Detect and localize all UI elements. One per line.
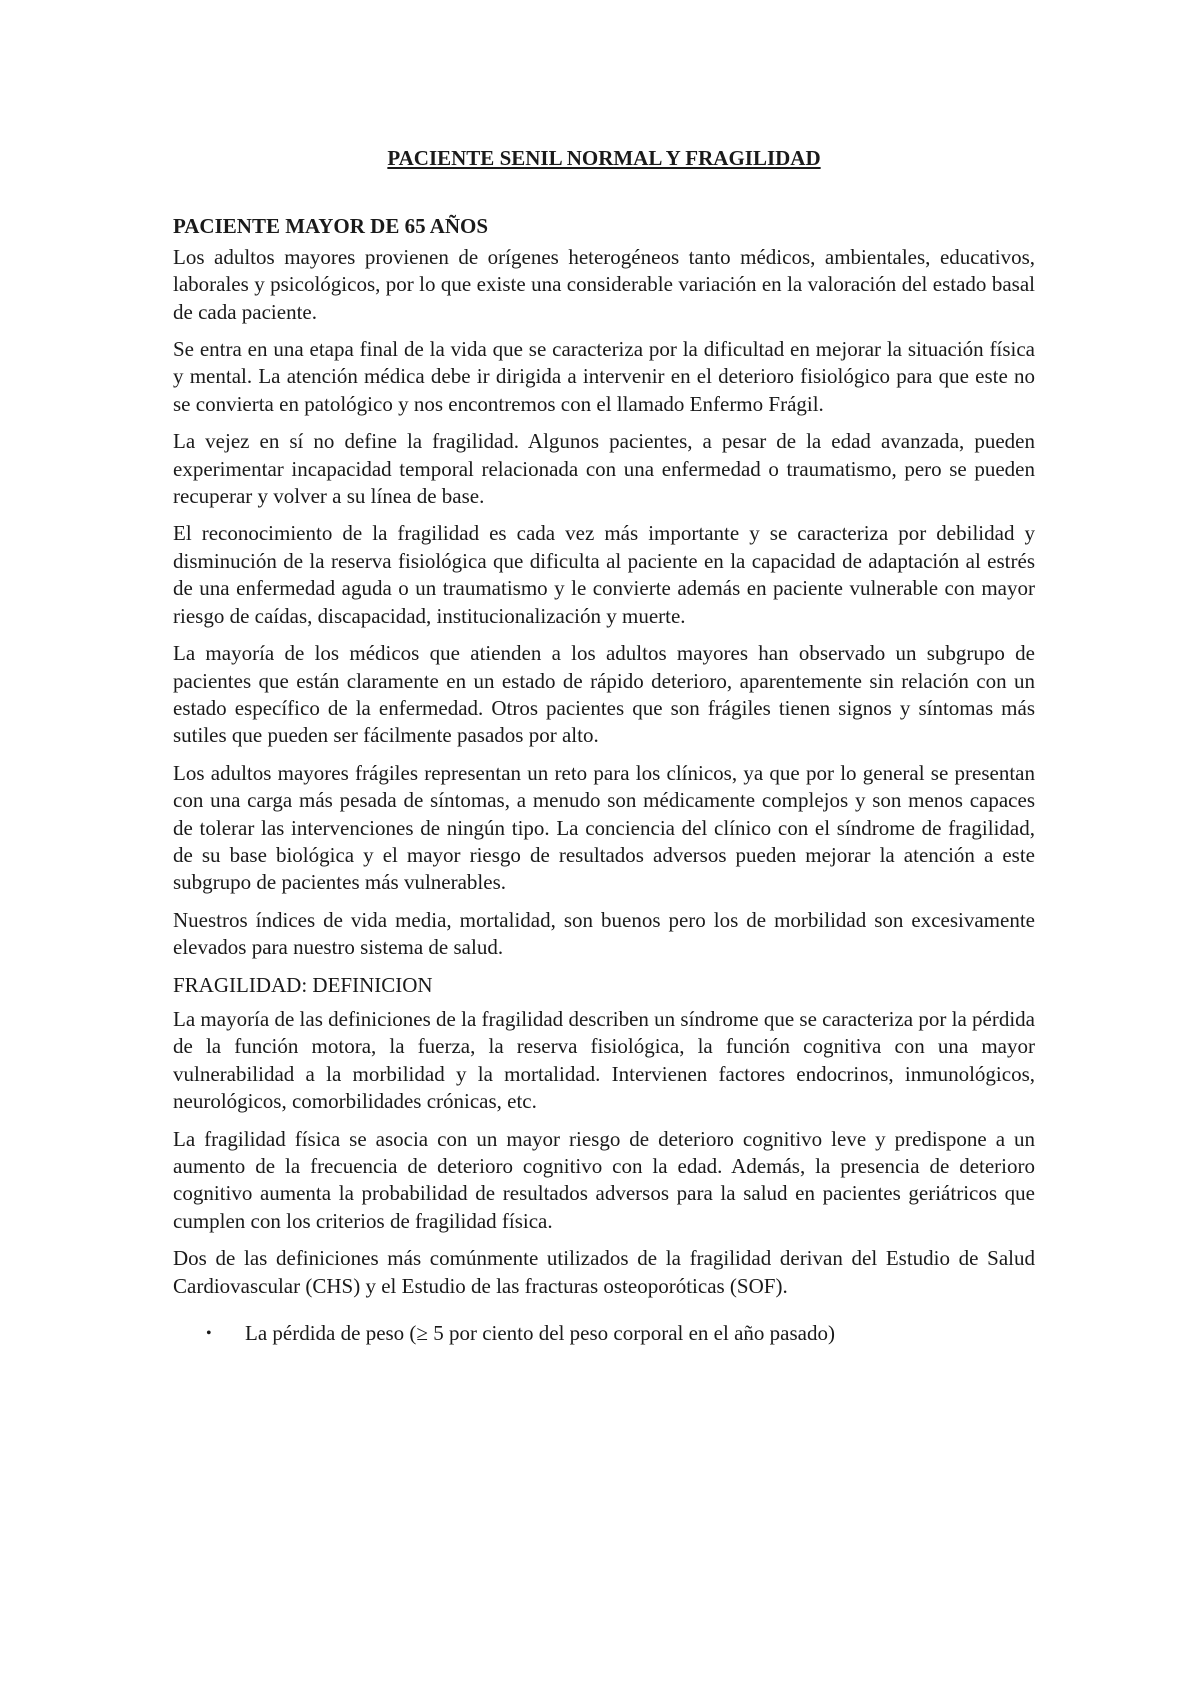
- paragraph: El reconocimiento de la fragilidad es cada vez más importante y se caracteriza por debilidad y disminución de la reserva fisiológica que dificulta al paciente en la capacidad de adaptación al estrés de una enfermedad aguda o un traumatismo y le convierte además en paciente vulnerable con mayor riesgo de caídas, discapacidad, institucionalización y muerte.: [173, 521, 1035, 628]
- paragraph: Los adultos mayores frágiles representan un reto para los clínicos, ya que por lo general se presentan con una carga más pesada de síntomas, a menudo son médicamente complejos y son menos capaces de tolerar las intervenciones de ningún tipo. La conciencia del clínico con el síndrome de fragilidad, de su base biológica y el mayor riesgo de resultados adversos pueden mejorar la atención a este subgrupo de pacientes más vulnerables.: [173, 760, 1035, 895]
- paragraph: Los adultos mayores provienen de orígenes heterogéneos tanto médicos, ambientales, educativos, laborales y psicológicos, por lo que existe una considerable variación en la valoración del estado basal de cada paciente.: [173, 244, 1035, 324]
- paragraph: Se entra en una etapa final de la vida que se caracteriza por la dificultad en mejorar la situación física y mental. La atención médica debe ir dirigida a intervenir en el deterioro fisiológico para que este no se convierta en patológico y nos encontremos con el llamado Enfermo Frágil.: [173, 337, 1035, 416]
- definition-heading: FRAGILIDAD: DEFINICION: [173, 972, 433, 997]
- bullet-icon: •: [206, 1325, 212, 1343]
- paragraph: La vejez en sí no define la fragilidad. Algunos pacientes, a pesar de la edad avanzada, pueden experimentar incapacidad temporal relacionada con una enfermedad o traumatismo, pero se pueden recuperar y volver a su línea de base.: [173, 429, 1035, 509]
- list-item-text: La pérdida de peso (≥ 5 por ciento del peso corporal en el año pasado): [245, 1321, 835, 1346]
- paragraph: Nuestros índices de vida media, mortalidad, son buenos pero los de morbilidad son excesivamente elevados para nuestro sistema de salud.: [173, 907, 1035, 960]
- document-body: [173, 145, 1035, 1347]
- document-title: PACIENTE SENIL NORMAL Y FRAGILIDAD: [387, 146, 821, 170]
- paragraph: La fragilidad física se asocia con un mayor riesgo de deterioro cognitivo leve y predispone a un aumento de la frecuencia de deterioro cognitivo con la edad. Además, la presencia de deterioro cognitivo aumenta la probabilidad de resultados adversos para la salud en pacientes geriátricos que cumplen con los criterios de fragilidad física.: [173, 1126, 1035, 1233]
- list-item: [173, 1320, 1035, 1347]
- bullet-list: [173, 1320, 1035, 1347]
- section-heading: PACIENTE MAYOR DE 65 AÑOS: [173, 214, 489, 239]
- paragraph: La mayoría de las definiciones de la fragilidad describen un síndrome que se caracteriza por la pérdida de la función motora, la fuerza, la reserva fisiológica, la función cognitiva con una mayor vulnerabilidad a la morbilidad y la mortalidad. Intervienen factores endocrinos, inmunológicos, neurológicos, comorbilidades crónicas, etc.: [173, 1006, 1035, 1114]
- paragraph: La mayoría de los médicos que atienden a los adultos mayores han observado un subgrupo de pacientes que están claramente en un estado de rápido deterioro, aparentemente sin relación con un estado específico de la enfermedad. Otros pacientes que son frágiles tienen signos y síntomas más sutiles que pueden ser fácilmente pasados por alto.: [173, 641, 1035, 748]
- paragraph: Dos de las definiciones más comúnmente utilizados de la fragilidad derivan del Estudio de Salud Cardiovascular (CHS) y el Estudio de las fracturas osteoporóticas (SOF).: [173, 1246, 1035, 1298]
